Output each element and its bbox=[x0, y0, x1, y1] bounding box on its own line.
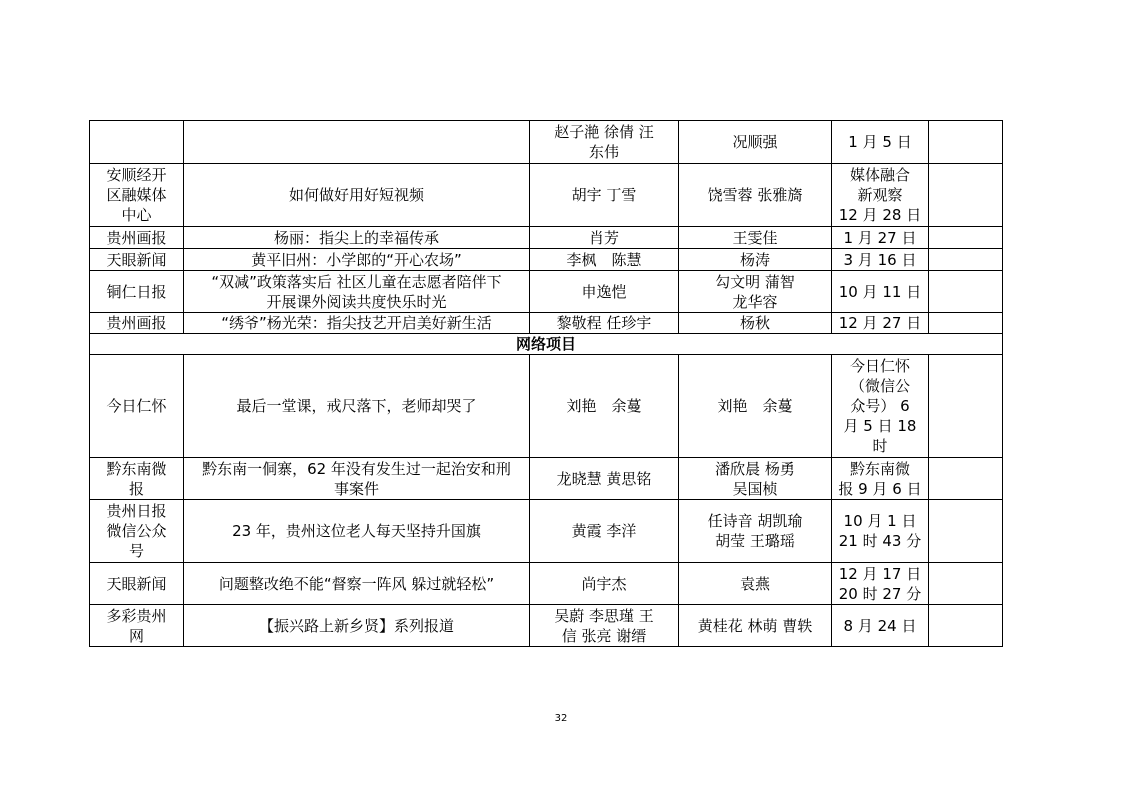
table-row bbox=[90, 121, 1003, 164]
date-cell bbox=[832, 249, 929, 271]
editors-cell bbox=[679, 164, 832, 227]
editors-cell bbox=[679, 605, 832, 647]
cell-text-line: 胡莹 王璐瑶 bbox=[715, 532, 795, 550]
date-cell bbox=[832, 355, 929, 458]
cell-text-line: 吴国桢 bbox=[732, 479, 778, 498]
blank-cell bbox=[929, 355, 1003, 458]
cell-text-line: 月 5 日 18 bbox=[843, 417, 917, 435]
cell-text-line: 报 bbox=[128, 479, 144, 498]
cell-text-line: 东伟 bbox=[588, 143, 619, 161]
page-number: 32 bbox=[554, 713, 568, 724]
organization-cell bbox=[90, 227, 184, 249]
blank-cell bbox=[929, 249, 1003, 271]
editors-cell bbox=[679, 500, 832, 563]
cell-text-line: 安顺经开 bbox=[106, 166, 167, 184]
cell-text-line: 8 月 24 日 bbox=[843, 616, 917, 635]
title-cell bbox=[184, 563, 530, 605]
cell-text-line: 【振兴路上新乡贤】系列报道 bbox=[258, 616, 454, 635]
table-row bbox=[90, 500, 1003, 563]
blank-cell bbox=[929, 563, 1003, 605]
cell-text-line: 黔东南微 bbox=[849, 459, 910, 478]
organization-cell bbox=[90, 605, 184, 647]
cell-text-line: 微信公众 bbox=[106, 522, 167, 540]
authors-cell bbox=[530, 355, 679, 458]
editors-cell bbox=[679, 313, 832, 334]
cell-text-line: 报 9 月 6 日 bbox=[838, 479, 922, 498]
title-cell bbox=[184, 355, 530, 458]
section-header-row bbox=[90, 334, 1003, 355]
organization-cell bbox=[90, 271, 184, 313]
awards-table-body bbox=[90, 121, 1003, 647]
cell-text-line: 时 bbox=[872, 437, 888, 455]
cell-text-line: 天眼新闻 bbox=[106, 250, 167, 269]
editors-cell bbox=[679, 249, 832, 271]
editors-cell bbox=[679, 355, 832, 458]
title-cell bbox=[184, 121, 530, 164]
cell-text-line: 今日仁怀 bbox=[106, 397, 167, 415]
cell-text-line: 杨丽：指尖上的幸福传承 bbox=[273, 228, 439, 247]
organization-cell bbox=[90, 500, 184, 563]
cell-text-line: 黔东南一侗寨，62 年没有发生过一起治安和刑 bbox=[202, 459, 511, 478]
date-cell bbox=[832, 121, 929, 164]
title-cell bbox=[184, 249, 530, 271]
authors-cell bbox=[530, 121, 679, 164]
cell-text-line: 任诗音 胡凯瑜 bbox=[707, 512, 803, 530]
cell-text-line: 问题整改绝不能“督察一阵风 躲过就轻松” bbox=[218, 574, 495, 593]
title-cell bbox=[184, 500, 530, 563]
date-cell bbox=[832, 563, 929, 605]
cell-text-line: （微信公 bbox=[849, 377, 910, 395]
cell-text-line: 龙晓慧 黄思铭 bbox=[556, 469, 652, 488]
cell-text-line: 黄桂花 林萌 曹轶 bbox=[697, 616, 813, 635]
cell-text-line: 刘艳 余蔓 bbox=[717, 397, 793, 415]
authors-cell bbox=[530, 271, 679, 313]
cell-text-line: 饶雪蓉 张雅旖 bbox=[707, 186, 803, 204]
authors-cell bbox=[530, 227, 679, 249]
cell-text-line: 王雯佳 bbox=[732, 228, 778, 247]
authors-cell bbox=[530, 500, 679, 563]
date-cell bbox=[832, 458, 929, 500]
awards-table bbox=[89, 120, 1003, 647]
authors-cell bbox=[530, 313, 679, 334]
cell-text-line: “双减”政策落实后 社区儿童在志愿者陪伴下 bbox=[211, 272, 502, 291]
table-row bbox=[90, 563, 1003, 605]
organization-cell bbox=[90, 313, 184, 334]
cell-text-line: 黄平旧州：小学郎的“开心农场” bbox=[251, 250, 462, 269]
cell-text-line: 网 bbox=[128, 626, 144, 645]
cell-text-line: 吴蔚 李思瑾 王 bbox=[554, 606, 654, 625]
cell-text-line: 12 月 17 日 bbox=[838, 564, 922, 583]
date-cell bbox=[832, 500, 929, 563]
cell-text-line: 3 月 16 日 bbox=[843, 250, 917, 269]
organization-cell bbox=[90, 355, 184, 458]
blank-cell bbox=[929, 121, 1003, 164]
organization-cell bbox=[90, 563, 184, 605]
cell-text-line: 区融媒体 bbox=[106, 186, 167, 204]
organization-cell bbox=[90, 164, 184, 227]
date-cell bbox=[832, 227, 929, 249]
date-cell bbox=[832, 605, 929, 647]
authors-cell bbox=[530, 563, 679, 605]
cell-text-line: 李枫 陈慧 bbox=[566, 250, 642, 269]
title-cell bbox=[184, 605, 530, 647]
cell-text-line: 今日仁怀 bbox=[849, 357, 910, 375]
cell-text-line: 媒体融合 bbox=[849, 166, 910, 184]
blank-cell bbox=[929, 458, 1003, 500]
editors-cell bbox=[679, 227, 832, 249]
cell-text-line: 杨涛 bbox=[739, 250, 770, 269]
cell-text-line: “绣爷”杨光荣：指尖技艺开启美好新生活 bbox=[221, 314, 492, 332]
table-row bbox=[90, 605, 1003, 647]
title-cell bbox=[184, 227, 530, 249]
editors-cell bbox=[679, 458, 832, 500]
cell-text-line: 12 月 28 日 bbox=[838, 206, 922, 224]
cell-text-line: 况顺强 bbox=[732, 133, 778, 151]
cell-text-line: 众号） 6 bbox=[850, 397, 910, 415]
cell-text-line: 1 月 5 日 bbox=[848, 133, 912, 151]
editors-cell bbox=[679, 271, 832, 313]
title-cell bbox=[184, 313, 530, 334]
title-cell bbox=[184, 458, 530, 500]
cell-text-line: 龙华容 bbox=[732, 292, 778, 311]
cell-text-line: 开展课外阅读共度快乐时光 bbox=[266, 292, 447, 311]
table-row bbox=[90, 313, 1003, 334]
date-cell bbox=[832, 164, 929, 227]
editors-cell bbox=[679, 121, 832, 164]
cell-text-line: 10 月 1 日 bbox=[843, 512, 917, 530]
cell-text-line: 黎敬程 任珍宇 bbox=[556, 314, 652, 332]
cell-text-line: 贵州日报 bbox=[106, 502, 167, 520]
cell-text-line: 贵州画报 bbox=[106, 228, 167, 247]
cell-text-line: 刘艳 余蔓 bbox=[566, 397, 642, 415]
cell-text-line: 袁燕 bbox=[739, 574, 770, 593]
cell-text-line: 申逸恺 bbox=[581, 282, 627, 301]
cell-text-line: 20 时 27 分 bbox=[838, 584, 922, 603]
cell-text-line: 胡宇 丁雪 bbox=[571, 186, 637, 204]
date-cell bbox=[832, 271, 929, 313]
cell-text-line: 尚宇杰 bbox=[581, 574, 627, 593]
cell-text-line: 多彩贵州 bbox=[106, 606, 167, 625]
cell-text-line: 1 月 27 日 bbox=[843, 228, 917, 247]
cell-text-line: 贵州画报 bbox=[106, 314, 167, 332]
cell-text-line: 最后一堂课，戒尺落下，老师却哭了 bbox=[236, 397, 477, 415]
cell-text-line: 黄霞 李洋 bbox=[571, 522, 637, 540]
cell-text-line: 铜仁日报 bbox=[106, 282, 167, 301]
cell-text-line: 黔东南微 bbox=[106, 459, 167, 478]
table-row bbox=[90, 355, 1003, 458]
blank-cell bbox=[929, 227, 1003, 249]
cell-text-line: 10 月 11 日 bbox=[838, 282, 922, 301]
blank-cell bbox=[929, 313, 1003, 334]
cell-text-line: 事案件 bbox=[333, 479, 379, 498]
section-title: 网络项目 bbox=[90, 334, 1003, 355]
date-cell bbox=[832, 313, 929, 334]
authors-cell bbox=[530, 164, 679, 227]
cell-text-line: 21 时 43 分 bbox=[838, 532, 922, 550]
authors-cell bbox=[530, 605, 679, 647]
authors-cell bbox=[530, 249, 679, 271]
cell-text-line: 号 bbox=[128, 542, 144, 560]
cell-text-line: 杨秋 bbox=[739, 314, 770, 332]
editors-cell bbox=[679, 563, 832, 605]
cell-text-line: 23 年，贵州这位老人每天坚持升国旗 bbox=[232, 522, 481, 540]
cell-text-line: 天眼新闻 bbox=[106, 574, 167, 593]
table-row bbox=[90, 227, 1003, 249]
cell-text-line: 潘欣晨 杨勇 bbox=[715, 459, 795, 478]
cell-text-line: 12 月 27 日 bbox=[838, 314, 922, 332]
authors-cell bbox=[530, 458, 679, 500]
blank-cell bbox=[929, 271, 1003, 313]
blank-cell bbox=[929, 605, 1003, 647]
table-row bbox=[90, 271, 1003, 313]
table-row bbox=[90, 249, 1003, 271]
title-cell bbox=[184, 164, 530, 227]
table-row bbox=[90, 164, 1003, 227]
cell-text-line: 中心 bbox=[121, 206, 152, 224]
blank-cell bbox=[929, 500, 1003, 563]
cell-text-line: 信 张亮 谢缙 bbox=[561, 626, 647, 645]
cell-text-line: 勾文明 蒲智 bbox=[715, 272, 795, 291]
blank-cell bbox=[929, 164, 1003, 227]
cell-text-line: 赵子滟 徐倩 汪 bbox=[554, 123, 654, 141]
organization-cell bbox=[90, 249, 184, 271]
organization-cell bbox=[90, 458, 184, 500]
cell-text-line: 新观察 bbox=[857, 186, 903, 204]
organization-cell bbox=[90, 121, 184, 164]
table-row bbox=[90, 458, 1003, 500]
cell-text-line: 肖芳 bbox=[588, 228, 619, 247]
title-cell bbox=[184, 271, 530, 313]
cell-text-line: 如何做好用好短视频 bbox=[288, 186, 424, 204]
